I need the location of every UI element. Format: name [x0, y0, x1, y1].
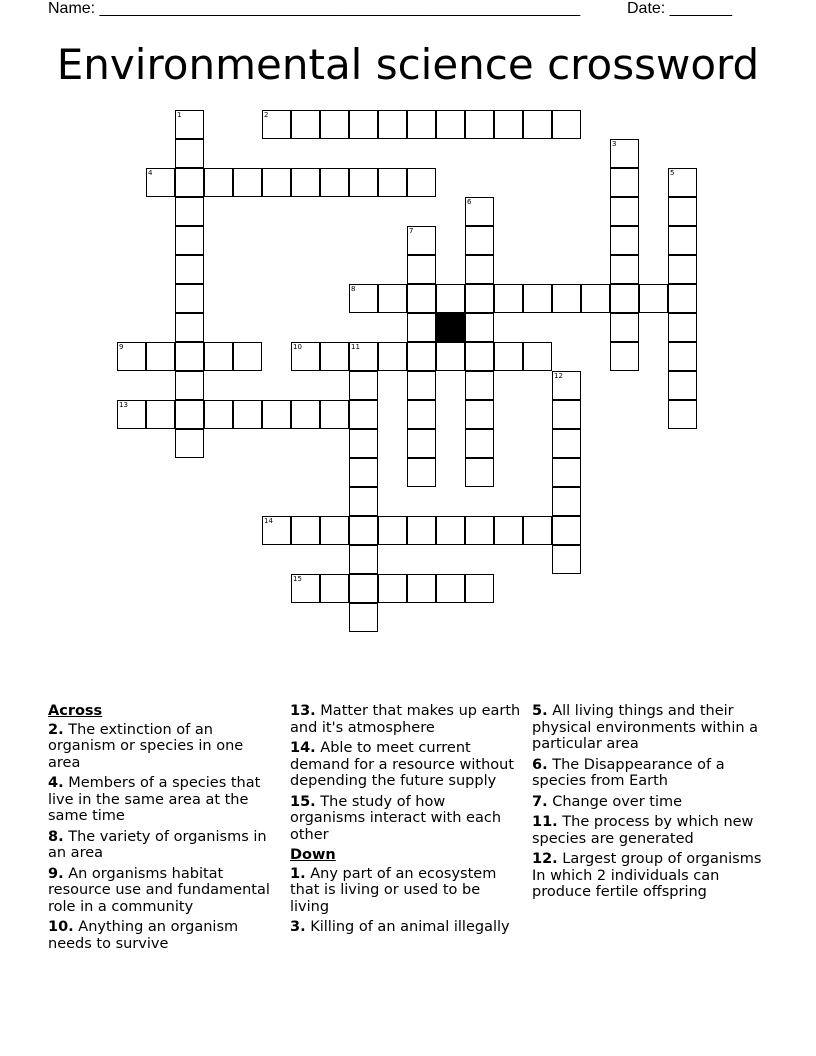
- page-title: Environmental science crossword: [56, 40, 760, 89]
- clue-text: The extinction of an organism or species in one area: [48, 721, 244, 771]
- clue-list: [290, 703, 522, 843]
- clue-list: [532, 703, 764, 901]
- clue-number: 2.: [48, 721, 64, 738]
- grid-cell[interactable]: [436, 342, 465, 371]
- grid-cell[interactable]: [610, 342, 639, 371]
- cell-number: 2: [264, 111, 269, 119]
- grid-cell[interactable]: [407, 400, 436, 429]
- clue-item: [48, 829, 280, 862]
- cell-number: 12: [554, 372, 563, 380]
- grid-cell[interactable]: [175, 342, 204, 371]
- grid-cell[interactable]: [465, 226, 494, 255]
- grid-cell[interactable]: [465, 371, 494, 400]
- grid-cell[interactable]: [552, 487, 581, 516]
- grid-cell[interactable]: [262, 110, 291, 139]
- grid-cell[interactable]: [610, 197, 639, 226]
- grid-cell[interactable]: [552, 400, 581, 429]
- clue-item: [532, 794, 764, 811]
- grid-cell[interactable]: [349, 516, 378, 545]
- grid-cell[interactable]: [291, 574, 320, 603]
- grid-cell[interactable]: [146, 342, 175, 371]
- grid-cell[interactable]: [494, 516, 523, 545]
- grid-cell[interactable]: [465, 516, 494, 545]
- clue-text: Members of a species that live in the same area at the same time: [48, 775, 261, 824]
- grid-cell[interactable]: [668, 400, 697, 429]
- clue-item: [290, 740, 522, 790]
- grid-cell[interactable]: [262, 168, 291, 197]
- grid-cell[interactable]: [349, 371, 378, 400]
- cell-number: 13: [119, 401, 128, 409]
- clue-number: 10.: [48, 919, 74, 935]
- clue-item: [532, 851, 764, 901]
- clue-item: [48, 866, 280, 916]
- grid-cell[interactable]: [349, 110, 378, 139]
- cell-number: 4: [148, 169, 153, 177]
- grid-cell[interactable]: [320, 574, 349, 603]
- clue-text: Killing of an animal illegally: [305, 919, 510, 935]
- grid-cell[interactable]: [291, 400, 320, 429]
- grid-cell[interactable]: [175, 429, 204, 458]
- clue-list: [48, 722, 280, 953]
- grid-cell[interactable]: [639, 284, 668, 313]
- grid-cell[interactable]: [349, 545, 378, 574]
- grid-cell[interactable]: [204, 168, 233, 197]
- grid-cell[interactable]: [291, 342, 320, 371]
- clue-item: [290, 866, 522, 916]
- clue-number: 13.: [290, 703, 316, 719]
- cell-number: 7: [409, 227, 414, 235]
- grid-cell[interactable]: [465, 574, 494, 603]
- name-field[interactable]: Name: ______________________________________________________: [48, 0, 581, 17]
- grid-cell[interactable]: [262, 516, 291, 545]
- grid-cell[interactable]: [523, 110, 552, 139]
- clue-text: Any part of an ecosystem that is living or used to be living: [290, 865, 497, 915]
- grid-cell[interactable]: [349, 429, 378, 458]
- cell-number: 8: [351, 285, 356, 293]
- grid-cell[interactable]: [291, 110, 320, 139]
- grid-cell[interactable]: [378, 110, 407, 139]
- clue-number: 15.: [290, 793, 316, 810]
- grid-cell[interactable]: [552, 458, 581, 487]
- cell-number: 5: [670, 169, 675, 177]
- clue-text: The variety of organisms in an area: [48, 828, 267, 861]
- grid-cell[interactable]: [175, 371, 204, 400]
- grid-cell[interactable]: [320, 400, 349, 429]
- clue-column-3: [532, 703, 764, 905]
- grid-cell[interactable]: [668, 342, 697, 371]
- grid-cell[interactable]: [610, 139, 639, 168]
- clue-column-1: [48, 703, 280, 956]
- clue-number: 9.: [48, 865, 64, 882]
- grid-cell[interactable]: [407, 313, 436, 342]
- grid-cell[interactable]: [668, 168, 697, 197]
- grid-cell[interactable]: [175, 168, 204, 197]
- clue-text: An organisms habitat resource use and fundamental role in a community: [48, 865, 270, 915]
- cell-number: 1: [177, 111, 182, 119]
- grid-cell[interactable]: [233, 342, 262, 371]
- clue-number: 1.: [290, 865, 306, 882]
- grid-cell[interactable]: [610, 313, 639, 342]
- clue-item: [48, 722, 280, 772]
- grid-cell[interactable]: [378, 342, 407, 371]
- clue-text: The study of how organisms interact with each other: [290, 793, 502, 843]
- clue-text: Matter that makes up earth and it's atmosphere: [290, 703, 521, 736]
- clue-item: [532, 757, 764, 790]
- blocked-cell: [436, 313, 465, 342]
- grid-cell[interactable]: [465, 342, 494, 371]
- grid-cell[interactable]: [291, 516, 320, 545]
- grid-cell[interactable]: [668, 255, 697, 284]
- grid-cell[interactable]: [465, 313, 494, 342]
- clue-item: [290, 703, 522, 736]
- grid-cell[interactable]: [378, 516, 407, 545]
- cell-number: 6: [467, 198, 472, 206]
- grid-cell[interactable]: [407, 429, 436, 458]
- grid-cell[interactable]: [349, 458, 378, 487]
- grid-cell[interactable]: [552, 429, 581, 458]
- clue-number: 11.: [532, 814, 558, 830]
- grid-cell[interactable]: [407, 168, 436, 197]
- grid-cell[interactable]: [117, 342, 146, 371]
- grid-cell[interactable]: [407, 458, 436, 487]
- grid-cell[interactable]: [407, 342, 436, 371]
- clue-item: [290, 919, 522, 936]
- grid-cell[interactable]: [494, 284, 523, 313]
- grid-cell[interactable]: [291, 168, 320, 197]
- grid-cell[interactable]: [349, 284, 378, 313]
- grid-cell[interactable]: [552, 284, 581, 313]
- grid-cell[interactable]: [378, 574, 407, 603]
- grid-cell[interactable]: [175, 284, 204, 313]
- grid-cell[interactable]: [465, 400, 494, 429]
- grid-cell[interactable]: [175, 400, 204, 429]
- grid-cell[interactable]: [668, 313, 697, 342]
- grid-cell[interactable]: [175, 255, 204, 284]
- grid-cell[interactable]: [523, 516, 552, 545]
- grid-cell[interactable]: [349, 400, 378, 429]
- grid-cell[interactable]: [407, 110, 436, 139]
- grid-cell[interactable]: [204, 400, 233, 429]
- clue-number: 4.: [48, 775, 64, 791]
- grid-cell[interactable]: [581, 284, 610, 313]
- grid-cell[interactable]: [494, 342, 523, 371]
- grid-cell[interactable]: [175, 197, 204, 226]
- grid-cell[interactable]: [436, 516, 465, 545]
- grid-cell[interactable]: [320, 168, 349, 197]
- clue-item: [48, 775, 280, 825]
- grid-cell[interactable]: [610, 255, 639, 284]
- clue-number: 3.: [290, 919, 306, 935]
- grid-cell[interactable]: [465, 284, 494, 313]
- grid-cell[interactable]: [349, 574, 378, 603]
- cell-number: 9: [119, 343, 124, 351]
- grid-cell[interactable]: [349, 168, 378, 197]
- grid-cell[interactable]: [407, 284, 436, 313]
- grid-cell[interactable]: [349, 487, 378, 516]
- grid-cell[interactable]: [175, 110, 204, 139]
- cell-number: 10: [293, 343, 302, 351]
- grid-cell[interactable]: [465, 255, 494, 284]
- down-heading: Down: [290, 847, 336, 863]
- grid-cell[interactable]: [407, 371, 436, 400]
- clue-number: 8.: [48, 828, 64, 845]
- grid-cell[interactable]: [146, 400, 175, 429]
- grid-cell[interactable]: [552, 516, 581, 545]
- grid-cell[interactable]: [233, 400, 262, 429]
- clue-text: Able to meet current demand for a resource without depending the future supply: [290, 740, 515, 789]
- grid-cell[interactable]: [436, 284, 465, 313]
- across-heading: Across: [48, 703, 103, 719]
- grid-cell[interactable]: [668, 284, 697, 313]
- grid-cell[interactable]: [175, 139, 204, 168]
- grid-cell[interactable]: [552, 545, 581, 574]
- clue-text: Anything an organism needs to survive: [48, 919, 239, 952]
- clue-text: All living things and their physical environments within a particular area: [532, 703, 759, 752]
- cell-number: 15: [293, 575, 302, 583]
- grid-cell[interactable]: [320, 110, 349, 139]
- clue-list: [290, 866, 522, 936]
- cell-number: 11: [351, 343, 360, 351]
- grid-cell[interactable]: [668, 197, 697, 226]
- grid-cell[interactable]: [668, 371, 697, 400]
- clue-text: Largest group of organisms In which 2 individuals can produce fertile offspring: [532, 851, 762, 900]
- clue-number: 5.: [532, 703, 548, 719]
- grid-cell[interactable]: [320, 342, 349, 371]
- grid-cell[interactable]: [378, 284, 407, 313]
- grid-cell[interactable]: [610, 168, 639, 197]
- grid-cell[interactable]: [523, 284, 552, 313]
- grid-cell[interactable]: [552, 110, 581, 139]
- clue-column-2: [290, 703, 522, 940]
- clue-number: 12.: [532, 851, 558, 867]
- grid-cell[interactable]: [349, 342, 378, 371]
- cell-number: 3: [612, 140, 617, 148]
- clue-number: 6.: [532, 756, 548, 773]
- grid-cell[interactable]: [407, 226, 436, 255]
- grid-cell[interactable]: [204, 342, 233, 371]
- date-field[interactable]: Date: _______: [627, 0, 732, 17]
- clue-text: The Disappearance of a species from Earth: [532, 756, 725, 789]
- clue-text: Change over time: [547, 793, 683, 810]
- grid-cell[interactable]: [436, 110, 465, 139]
- grid-cell[interactable]: [436, 574, 465, 603]
- clue-text: The process by which new species are generated: [532, 814, 754, 847]
- grid-cell[interactable]: [146, 168, 175, 197]
- grid-cell[interactable]: [465, 458, 494, 487]
- grid-cell[interactable]: [407, 574, 436, 603]
- grid-cell[interactable]: [610, 284, 639, 313]
- grid-cell[interactable]: [523, 342, 552, 371]
- grid-cell[interactable]: [552, 371, 581, 400]
- grid-cell[interactable]: [494, 110, 523, 139]
- grid-cell[interactable]: [262, 400, 291, 429]
- cell-number: 14: [264, 517, 273, 525]
- grid-cell[interactable]: [233, 168, 262, 197]
- grid-cell[interactable]: [465, 110, 494, 139]
- grid-cell[interactable]: [349, 603, 378, 632]
- clue-item: [48, 919, 280, 952]
- clue-item: [290, 794, 522, 844]
- grid-cell[interactable]: [407, 255, 436, 284]
- grid-cell[interactable]: [175, 226, 204, 255]
- grid-cell[interactable]: [175, 313, 204, 342]
- grid-cell[interactable]: [610, 226, 639, 255]
- grid-cell[interactable]: [378, 168, 407, 197]
- clue-number: 14.: [290, 740, 316, 756]
- clue-item: [532, 814, 764, 847]
- grid-cell[interactable]: [465, 197, 494, 226]
- grid-cell[interactable]: [465, 429, 494, 458]
- clue-number: 7.: [532, 793, 548, 810]
- grid-cell[interactable]: [320, 516, 349, 545]
- grid-cell[interactable]: [117, 400, 146, 429]
- grid-cell[interactable]: [668, 226, 697, 255]
- clue-item: [532, 703, 764, 753]
- grid-cell[interactable]: [407, 516, 436, 545]
